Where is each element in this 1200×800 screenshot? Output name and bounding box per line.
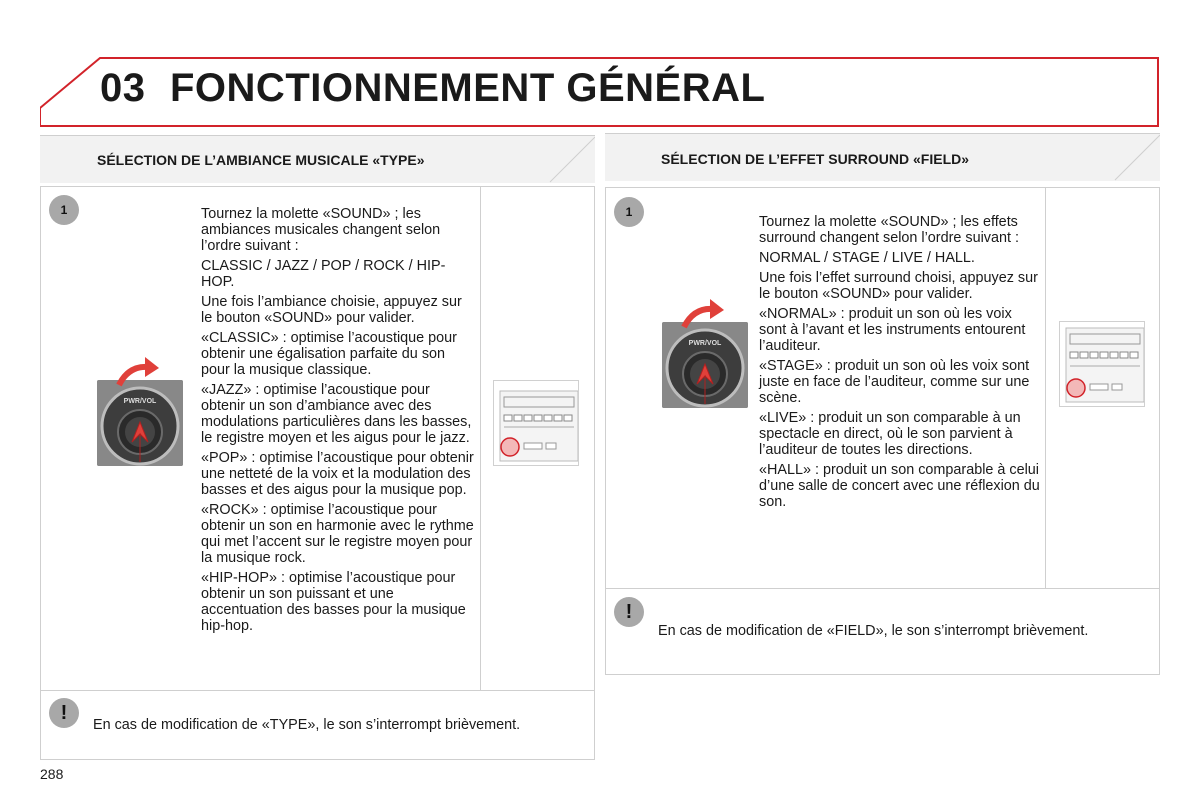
left-section-heading — [40, 135, 595, 183]
warning-badge: ! — [49, 698, 79, 728]
sound-knob-illustration — [97, 380, 183, 466]
left-panel-divider — [480, 187, 481, 690]
right-paragraph: Tournez la molette «SOUND» ; les effets surround changent selon l’ordre suivant : — [759, 214, 1019, 246]
right-warning-text: En cas de modification de «FIELD», le son s’interrompt brièvement. — [658, 623, 1089, 639]
step-badge: 1 — [49, 195, 79, 225]
knob-label: PWR/VOL — [688, 340, 722, 347]
right-paragraph: «NORMAL» : produit un son où les voix sont à l’avant et les instruments entourent l’auditeur. — [759, 306, 1026, 354]
warning-badge: ! — [614, 597, 644, 627]
right-paragraph: NORMAL / STAGE / LIVE / HALL. — [759, 250, 975, 266]
right-instructions — [759, 214, 1041, 514]
right-paragraph: «HALL» : produit un son comparable à celui d’une salle de concert avec une réflexion du son. — [759, 462, 1040, 510]
left-paragraph: Une fois l’ambiance choisie, appuyez sur le bouton «SOUND» pour valider. — [201, 294, 462, 326]
right-section-heading — [605, 133, 1160, 181]
left-paragraph: Tournez la molette «SOUND» ; les ambiances musicales changent selon l’ordre suivant : — [201, 206, 441, 254]
right-paragraph: Une fois l’effet surround choisi, appuyez sur le bouton «SOUND» pour valider. — [759, 270, 1038, 302]
page-number: 288 — [40, 766, 64, 782]
right-panel-divider — [1045, 188, 1046, 588]
chapter-title: FONCTIONNEMENT GÉNÉRAL — [170, 66, 766, 110]
rotate-arrow-icon — [115, 355, 165, 387]
right-paragraph: «STAGE» : produit un son où les voix sont juste en face de l’auditeur, comme sur une scène. — [759, 358, 1030, 406]
left-paragraph: «CLASSIC» : optimise l’acoustique pour obtenir une égalisation parfaite du son pour la musique classique. — [201, 330, 457, 378]
step-badge: 1 — [614, 197, 644, 227]
left-paragraph: CLASSIC / JAZZ / POP / ROCK / HIP-HOP. — [201, 258, 446, 290]
left-heading-text: SÉLECTION DE L’AMBIANCE MUSICALE «TYPE» — [97, 152, 425, 168]
left-warning-text: En cas de modification de «TYPE», le son s’interrompt brièvement. — [93, 717, 521, 733]
knob-label: PWR/VOL — [123, 398, 157, 405]
right-paragraph: «LIVE» : produit un son comparable à un spectacle en direct, où le son parvient à l’auditeur de toutes les directions. — [759, 410, 1021, 458]
left-paragraph: «ROCK» : optimise l’acoustique pour obtenir un son en harmonie avec le rythme qui met l’accent sur le registre moyen pour la musique rock. — [201, 502, 474, 566]
radio-unit-illustration — [493, 380, 579, 466]
left-warning-divider — [41, 690, 594, 691]
right-heading-text: SÉLECTION DE L’EFFET SURROUND «FIELD» — [661, 151, 970, 167]
left-paragraph: «JAZZ» : optimise l’acoustique pour obtenir un son d’ambiance avec des modulations particulières dans les basses, le registre moyen et les aigus pour le jazz. — [201, 382, 472, 446]
left-paragraph: «HIP-HOP» : optimise l’acoustique pour obtenir un son puissant et une accentuation des basses pour la musique hip-hop. — [201, 570, 466, 634]
sound-knob-illustration — [662, 322, 748, 408]
radio-unit-illustration — [1059, 321, 1145, 407]
left-instructions — [201, 206, 476, 638]
right-warning-divider — [606, 588, 1159, 589]
rotate-arrow-icon — [680, 297, 730, 329]
left-paragraph: «POP» : optimise l’acoustique pour obtenir une netteté de la voix et la modulation des basses et des aigus pour la musique pop. — [201, 450, 474, 498]
chapter-number: 03 — [100, 66, 146, 110]
